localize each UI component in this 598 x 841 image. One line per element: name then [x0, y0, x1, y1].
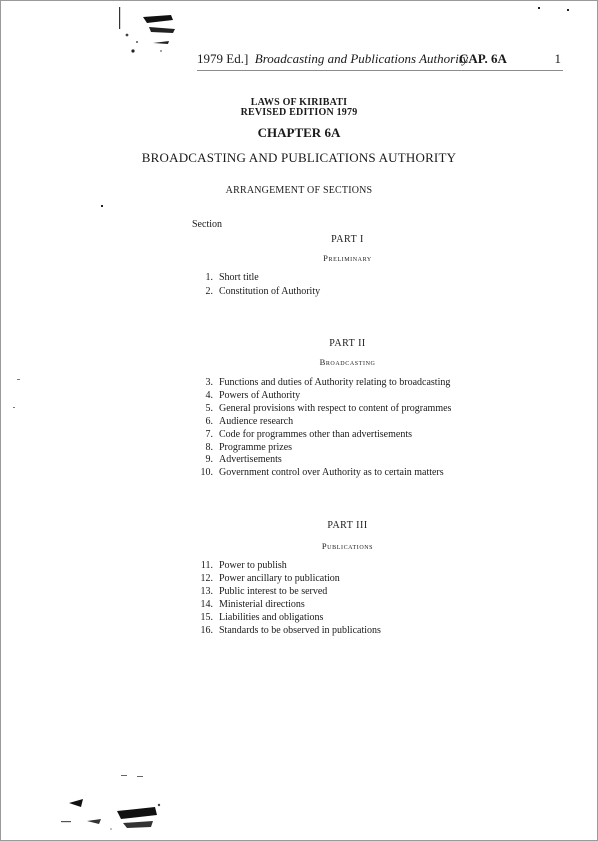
revised-edition-heading: REVISED EDITION 1979 — [240, 107, 358, 118]
section-entry — [1, 612, 597, 624]
header-running-title: Broadcasting and Publications Authority — [254, 51, 469, 66]
section-title: General provisions with respect to content of programmes — [219, 402, 452, 414]
section-number: 1. — [205, 272, 213, 283]
arrangement-heading: ARRANGEMENT OF SECTIONS — [225, 185, 373, 196]
section-title: Constitution of Authority — [219, 285, 321, 297]
section-entry — [1, 599, 597, 611]
section-number: 15. — [200, 611, 213, 623]
section-entry — [1, 272, 597, 284]
page-number: 1 — [554, 51, 561, 66]
section-entry — [1, 467, 597, 479]
section-title: Government control over Authority as to certain matters — [219, 467, 444, 479]
section-title: Standards to be observed in publications — [219, 624, 381, 636]
section-entry — [1, 573, 597, 585]
section-entry — [1, 390, 597, 402]
section-entry — [1, 560, 597, 572]
part-1-subheading: Preliminary — [323, 253, 372, 263]
scan-speck — [567, 9, 569, 11]
section-entry — [1, 586, 597, 598]
section-title: Power ancillary to publication — [219, 572, 340, 584]
chapter-heading: CHAPTER 6A — [257, 125, 341, 140]
section-title: Code for programmes other than advertisements — [219, 428, 412, 440]
scan-artifact-top — [113, 7, 193, 59]
section-number: 5. — [205, 402, 213, 414]
header-cap: CAP. 6A — [459, 51, 507, 66]
section-title: Ministerial directions — [219, 598, 305, 610]
section-number: 14. — [200, 598, 213, 610]
part-2-heading: PART II — [329, 338, 366, 349]
section-title: Audience research — [219, 415, 294, 427]
section-entry — [1, 377, 597, 389]
part-2-subheading: Broadcasting — [319, 357, 376, 367]
section-title: Advertisements — [219, 454, 282, 466]
header-rule — [197, 70, 563, 71]
header-left — [197, 51, 468, 67]
section-title: Programme prizes — [219, 441, 293, 453]
part-1-heading: PART I — [331, 234, 364, 245]
section-entry — [1, 403, 597, 415]
section-number: 16. — [200, 624, 213, 636]
authority-title: BROADCASTING AND PUBLICATIONS AUTHORITY — [141, 150, 457, 165]
part-3-heading: PART III — [327, 520, 368, 531]
section-number: 10. — [200, 467, 213, 479]
section-title: Power to publish — [219, 560, 287, 571]
section-number: 7. — [205, 428, 213, 440]
section-title: Short title — [219, 272, 259, 283]
section-entry — [1, 454, 597, 466]
scan-speck — [538, 7, 540, 9]
laws-heading: LAWS OF KIRIBATI — [250, 97, 348, 108]
part-3-subheading: Publications — [321, 541, 374, 551]
section-number: 8. — [205, 441, 213, 453]
section-entry — [1, 442, 597, 454]
section-number: 9. — [205, 454, 213, 466]
section-number: 4. — [205, 389, 213, 401]
header-edition: 1979 Ed.] — [197, 51, 249, 66]
section-title: Powers of Authority — [219, 389, 301, 401]
section-number: 6. — [205, 415, 213, 427]
running-header — [197, 51, 561, 67]
section-number: 13. — [200, 585, 213, 597]
section-label: Section — [192, 219, 222, 230]
scan-speck — [101, 205, 103, 207]
section-number: 12. — [200, 572, 213, 584]
section-title: Public interest to be served — [219, 585, 328, 597]
section-entry — [1, 429, 597, 441]
section-number: 11. — [200, 560, 213, 571]
section-entry — [1, 625, 597, 637]
section-entry — [1, 286, 597, 298]
section-title: Functions and duties of Authority relating to broadcasting — [219, 377, 451, 388]
scan-artifact-bottom — [57, 771, 167, 837]
section-title: Liabilities and obligations — [219, 611, 324, 623]
section-number: 2. — [205, 285, 213, 297]
section-number: 3. — [205, 377, 213, 388]
section-entry — [1, 416, 597, 428]
